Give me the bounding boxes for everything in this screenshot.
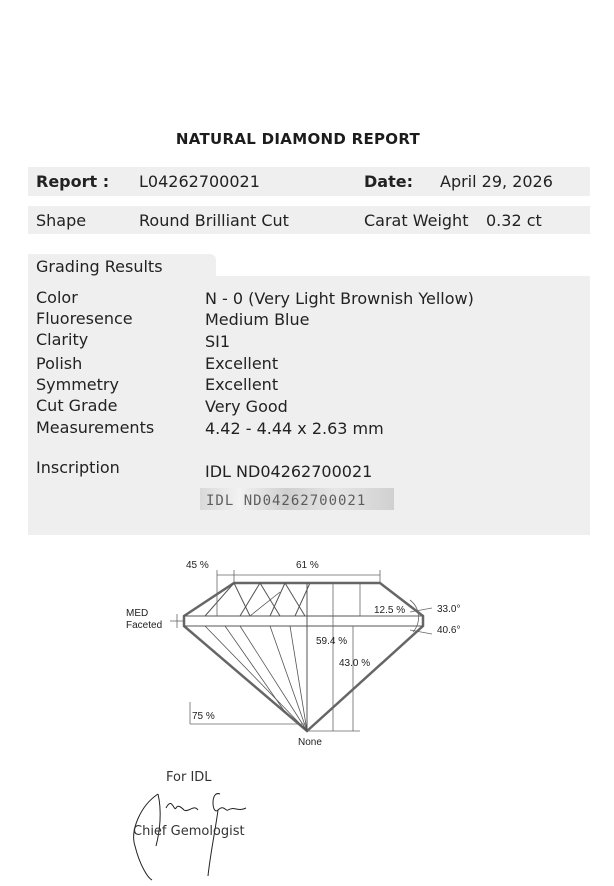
grading-label-color: Color: [36, 288, 78, 307]
grading-value-fluorescence: Medium Blue: [205, 310, 310, 329]
table-pct-label: 61 %: [296, 560, 319, 571]
grading-label-cut-grade: Cut Grade: [36, 396, 118, 415]
proportion-diagram: [110, 552, 480, 752]
grading-value-measurements: 4.42 - 4.44 x 2.63 mm: [205, 419, 384, 438]
grading-label-measurements: Measurements: [36, 418, 155, 437]
grading-value-polish: Excellent: [205, 354, 279, 373]
grading-label-symmetry: Symmetry: [36, 375, 119, 394]
report-label: Report :: [36, 172, 110, 191]
chief-gemologist-label: Chief Gemologist: [133, 824, 245, 839]
girdle-label-1: MED: [126, 608, 149, 619]
total-depth-pct-label: 59.4 %: [316, 636, 348, 647]
inscription-label: Inscription: [36, 458, 120, 477]
grading-value-cut-grade: Very Good: [205, 397, 288, 416]
crown-angle-pct-label: 45 %: [186, 560, 209, 571]
grading-value-symmetry: Excellent: [205, 375, 279, 394]
grading-label-fluorescence: Fluoresence: [36, 309, 133, 328]
girdle-label-2: Faceted: [126, 620, 163, 631]
carat-value: 0.32 ct: [486, 211, 542, 230]
inscription-value: IDL ND04262700021: [205, 462, 373, 481]
grading-heading: Grading Results: [36, 257, 163, 276]
report-number: L04262700021: [139, 172, 260, 191]
crown-height-pct-label: 12.5 %: [374, 605, 406, 616]
grading-label-clarity: Clarity: [36, 330, 89, 349]
pavilion-depth-pct-label: 43.0 %: [339, 658, 371, 669]
grading-value-clarity: SI1: [205, 332, 231, 351]
culet-label: None: [298, 737, 322, 748]
carat-label: Carat Weight: [364, 211, 469, 230]
lower-half-pct-label: 75 %: [192, 711, 215, 722]
laser-inscription-photo: [200, 488, 394, 510]
for-idl-label: For IDL: [166, 770, 212, 785]
date-label: Date:: [364, 172, 413, 191]
grading-label-polish: Polish: [36, 354, 83, 373]
laser-inscription-text: IDL ND04262700021: [206, 493, 367, 509]
shape-value: Round Brilliant Cut: [139, 211, 289, 230]
date-value: April 29, 2026: [440, 172, 553, 191]
report-title: NATURAL DIAMOND REPORT: [175, 130, 421, 148]
shape-label: Shape: [36, 211, 87, 230]
crown-angle-deg-label: 33.0°: [437, 604, 461, 615]
pavilion-angle-deg-label: 40.6°: [437, 625, 461, 636]
grading-value-color: N - 0 (Very Light Brownish Yellow): [205, 289, 474, 308]
